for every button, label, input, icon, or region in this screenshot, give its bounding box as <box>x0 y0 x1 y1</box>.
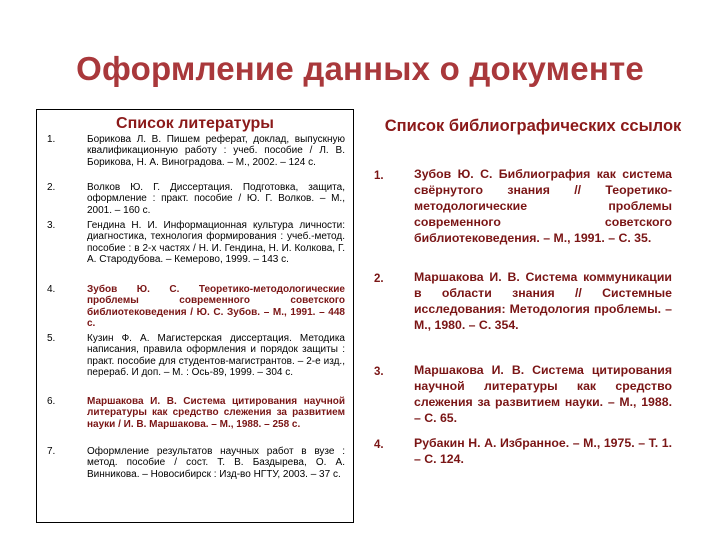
list-item: Кузин Ф. А. Магистерская диссертация. Методика написания, правила оформления и порядок защиты : практ. пособие для студентов-магистрантов. – 2-е изд., перераб. И доп. – М. : Ось-89, 1999. – 304 с. <box>87 333 345 378</box>
list-item: Зубов Ю. С. Теоретико-методологические проблемы современного советского библиотековедения / Ю. С. Зубов. – М., 1991. – 448 с. <box>87 284 345 329</box>
references-heading: Список библиографических ссылок <box>384 117 682 135</box>
reference-item: Рубакин Н. А. Избранное. – М., 1975. – Т. 1. – С. 124. <box>414 436 672 466</box>
reference-item: Маршакова И. В. Система цитирования научной литературы как средство слежения за развитием науки. – М., 1988. – С. 65. <box>414 363 672 425</box>
list-item-number: 1. <box>47 134 56 145</box>
reference-item: Зубов Ю. С. Библиография как система свёрнутого знания // Теоретико-методологические проблемы современного советского библиотековедения. – М., 1991. – С. 35. <box>414 167 672 245</box>
list-item: Волков Ю. Г. Диссертация. Подготовка, защита, оформление : практ. пособие / Ю. Г. Волков. – М., 2001. – 160 с. <box>87 182 345 216</box>
reference-number: 2. <box>374 273 384 285</box>
reference-item: Маршакова И. В. Система коммуникации в области знания // Системные исследования: Методология проблемы. – М., 1980. – С. 354. <box>414 270 672 332</box>
list-item-number: 2. <box>47 182 56 193</box>
list-item-number: 5. <box>47 333 56 344</box>
list-item-number: 7. <box>47 446 56 457</box>
list-item: Маршакова И. В. Система цитирования научной литературы как средство слежения за развитием науки / И. В. Маршакова. – М., 1988. – 258 с. <box>87 396 345 430</box>
reference-number: 3. <box>374 366 384 378</box>
list-item-number: 3. <box>47 220 56 231</box>
list-item-number: 6. <box>47 396 56 407</box>
reference-number: 4. <box>374 439 384 451</box>
list-item-number: 4. <box>47 284 56 295</box>
page-title: Оформление данных о документе <box>76 50 644 87</box>
list-item: Оформление результатов научных работ в вузе : метод. пособие / сост. Т. В. Баздырева, О. А. Винникова. – Новосибирск : Изд-во НГТУ, 2003. – 37 с. <box>87 446 345 480</box>
reference-number: 1. <box>374 170 384 182</box>
list-item: Гендина Н. И. Информационная культура личности: диагностика, технология формирования : учеб.-метод. пособие : в 2-х частях / Н. И. Гендина, Н. И. Колкова, Г. А. Стародубова. – Кемерово, 1999. – 143 с. <box>87 220 345 265</box>
list-item: Борикова Л. В. Пишем реферат, доклад, выпускную квалификационную работу : учеб. пособие / Л. В. Борикова, Н. А. Виноградова. – М., 2002. – 124 с. <box>87 134 345 168</box>
bibliography-heading: Список литературы <box>116 115 274 132</box>
